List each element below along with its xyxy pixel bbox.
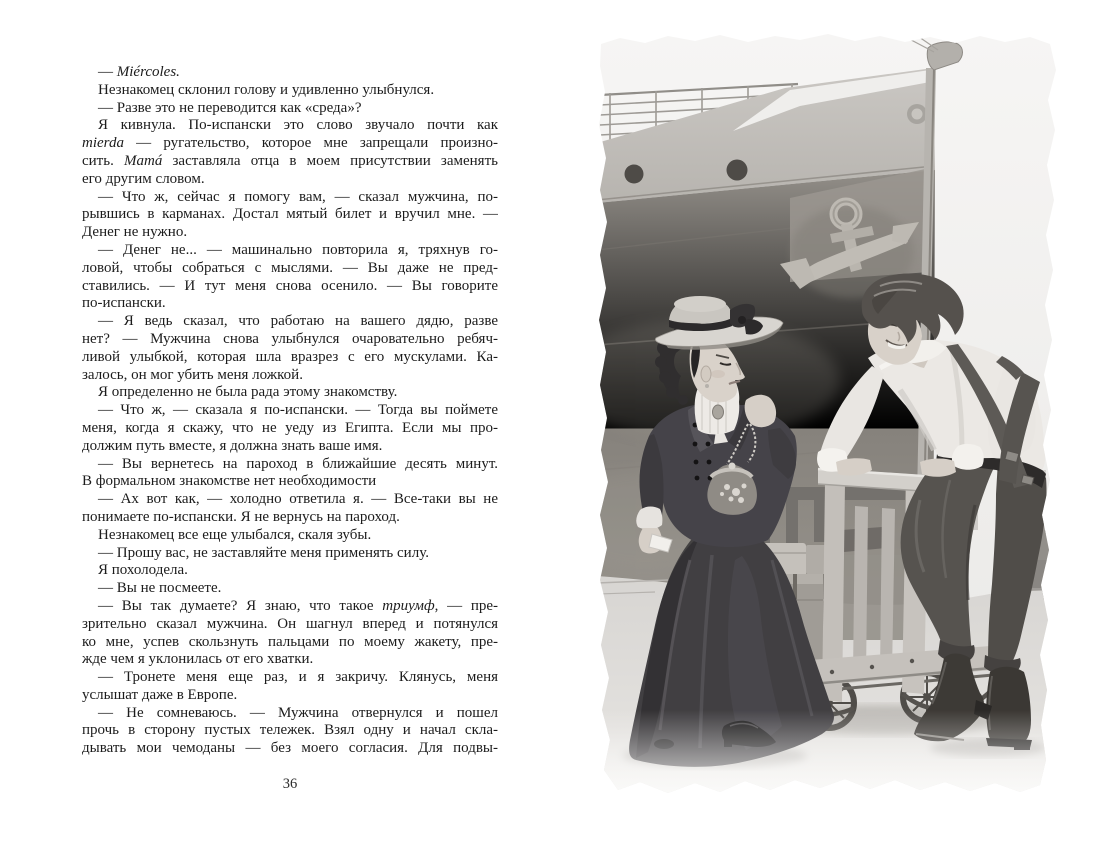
text-line: В формальном знакомстве нет необходимости bbox=[82, 473, 377, 490]
porthole-icon bbox=[727, 160, 748, 181]
text-line: по-испански. bbox=[82, 295, 166, 312]
text-line: ставились. — И тут меня снова осенило. — Вы говорите bbox=[82, 277, 498, 294]
text-line: зрительно сказал мужчина. Он шагнул вперед и потянулся bbox=[82, 615, 498, 632]
text-line: услышат даже в Европе. bbox=[82, 686, 238, 703]
text-line: — Вы не посмеете. bbox=[98, 580, 222, 597]
ground-fog bbox=[593, 710, 1063, 808]
text-line: — Ах вот как, — холодно ответила я. — Все-таки вы не bbox=[98, 491, 498, 508]
text-line: меня, когда я скажу, что не уеду из Египта. Если мы про- bbox=[82, 419, 498, 436]
text-line: — Я ведь сказал, что работаю на вашего дядю, разве bbox=[98, 313, 498, 330]
text-line: прочь в сторону пустых тележек. Взял одну и начал скла- bbox=[82, 722, 498, 739]
text-line: ловой, чтобы собраться с мыслями. — Вы даже не пред- bbox=[82, 259, 498, 276]
text-line: дывать мои чемоданы — без моего согласия. Для подвы- bbox=[82, 740, 498, 757]
text-line: — Прошу вас, не заставляйте меня применять силу. bbox=[98, 544, 429, 561]
text-line: mierda — ругательство, которое мне запрещали произно- bbox=[82, 135, 498, 152]
text-lines bbox=[82, 64, 498, 758]
text-line: сить. Mamá заставляла отца в моем присутствии заменять bbox=[82, 152, 498, 169]
text-line: должим путь вместе, я должна знать ваше имя. bbox=[82, 437, 383, 454]
text-line: — Разве это не переводится как «среда»? bbox=[98, 99, 362, 116]
text-line: его другим словом. bbox=[82, 170, 205, 187]
page-number: 36 bbox=[282, 776, 298, 792]
text-line: нет? — Мужчина снова улыбнулся очаровательно ребяч- bbox=[82, 330, 498, 347]
porthole-icon bbox=[625, 165, 644, 184]
left-page bbox=[82, 64, 498, 758]
text-line: рывшись в карманах. Достал мятый билет и вручил мне. — bbox=[82, 206, 498, 223]
text-line: Я похолодела. bbox=[98, 562, 188, 579]
hand-on-rail bbox=[920, 458, 956, 476]
text-line: — Тронете меня еще раз, и я закричу. Клянусь, меня bbox=[98, 669, 498, 686]
text-line: Незнакомец все еще улыбался, скаля зубы. bbox=[98, 526, 372, 543]
text-line: Незнакомец склонил голову и удивленно улыбнулся. bbox=[98, 81, 435, 98]
text-line: — Вы вернетесь на пароход в ближайшие десять минут. bbox=[98, 455, 498, 472]
text-line: — Что ж, сейчас я помогу вам, — сказал мужчина, по- bbox=[98, 188, 498, 205]
text-line: жде чем я уклонилась от его хватки. bbox=[82, 651, 314, 668]
text-line: — Денег не... — машинально повторила я, тряхнув го- bbox=[98, 241, 498, 258]
text-line: ко мне, успев скользнуть пальцами по моему жакету, пре- bbox=[82, 633, 498, 650]
text-line: залось, он мог убить меня ложкой. bbox=[82, 366, 303, 383]
text-line: понимаете по-испански. Я не вернусь на пароход. bbox=[82, 508, 400, 525]
earring-icon bbox=[705, 384, 709, 388]
lace-cuff bbox=[636, 506, 662, 529]
text-line: Я кивнула. По-испански это слово звучало почти как bbox=[98, 117, 498, 134]
text-line: — Вы так думаете? Я знаю, что такое триумф, — пре- bbox=[98, 597, 498, 614]
right-page-illustration bbox=[593, 28, 1063, 808]
fairlead-ring-icon bbox=[907, 104, 927, 124]
text-line: Я определенно не была рада этому знакомству. bbox=[98, 384, 398, 401]
text-line: — Miércoles. bbox=[98, 64, 180, 80]
text-line: ливой улыбкой, которая шла вразрез с его мускулами. Ка- bbox=[82, 348, 498, 365]
brooch-icon bbox=[713, 405, 724, 419]
text-line: — Что ж, — сказала я по-испански. — Тогда вы поймете bbox=[98, 402, 498, 419]
text-line: — Не сомневаюсь. — Мужчина отвернулся и пошел bbox=[98, 704, 498, 721]
text-line: Денег не нужно. bbox=[82, 224, 188, 241]
illustration-svg bbox=[593, 28, 1063, 808]
